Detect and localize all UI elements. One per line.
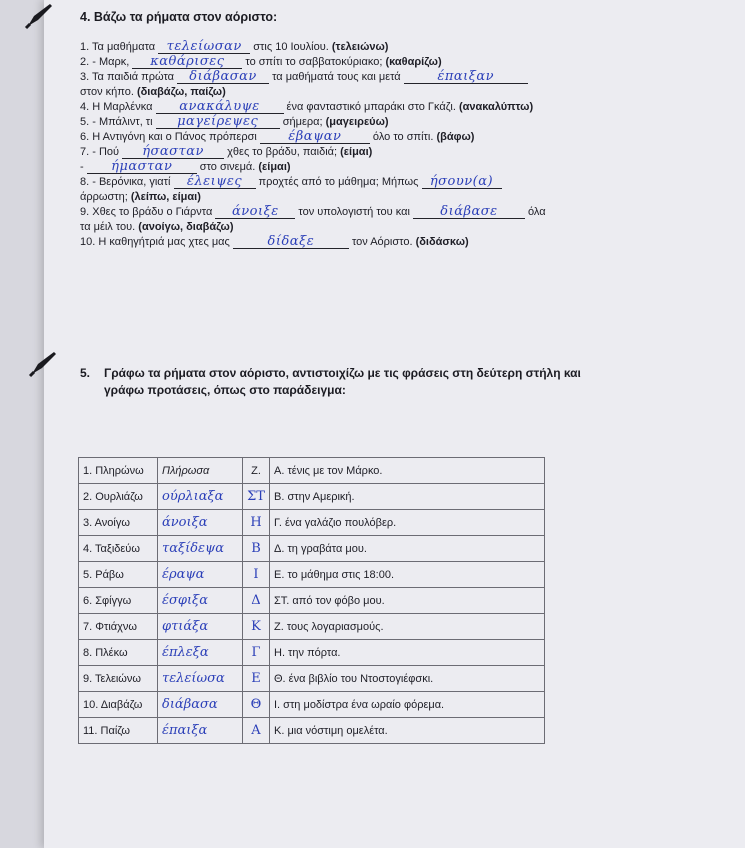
aorist-cell[interactable]: ταξίδεψα [158, 536, 243, 562]
aorist-cell[interactable]: άνοιξα [158, 510, 243, 536]
phrase-cell: Δ. τη γραβάτα μου. [270, 536, 545, 562]
aorist-cell[interactable]: διάβασα [158, 692, 243, 718]
verb-cell: 3. Ανοίγω [79, 510, 158, 536]
answer-blank[interactable]: ήμασταν [87, 161, 197, 174]
letter-cell[interactable]: ΣΤ [243, 484, 270, 510]
answer-blank[interactable]: δίδαξε [233, 236, 349, 249]
phrase-cell: Γ. ένα γαλάζιο πουλόβερ. [270, 510, 545, 536]
answer-blank[interactable]: καθάρισες [132, 56, 242, 69]
verb-cell: 10. Διαβάζω [79, 692, 158, 718]
verb-cell: 7. Φτιάχνω [79, 614, 158, 640]
letter-cell[interactable]: Α [243, 718, 270, 744]
answer-blank[interactable]: διάβασαν [177, 71, 269, 84]
phrase-cell: Θ. ένα βιβλίο του Ντοστογιέφσκι. [270, 666, 545, 692]
verb-cell: 1. Πληρώνω [79, 458, 158, 484]
exercise-line: - ήμασταν στο σινεμά. (είμαι) [80, 159, 291, 174]
exercise-line: 8. - Βερόνικα, γιατί έλειψες προχτές από το μάθημα; Μήπως ήσουν(α) [80, 175, 680, 190]
verb-cell: 8. Πλέκω [79, 640, 158, 666]
pen-icon [28, 350, 58, 378]
aorist-cell[interactable]: φτιάξα [158, 614, 243, 640]
aorist-cell: Πλήρωσα [158, 458, 243, 484]
pen-icon [24, 2, 54, 30]
exercise-4-title: 4. Βάζω τα ρήματα στον αόριστο: [80, 10, 278, 24]
table-row [79, 536, 545, 562]
exercise-line: 10. Η καθηγήτριά μας χτες μας δίδαξε τον Αόριστο. (διδάσκω) [80, 234, 469, 249]
phrase-cell: Η. την πόρτα. [270, 640, 545, 666]
answer-blank[interactable]: έπαιξαν [404, 71, 528, 84]
phrase-cell: Β. στην Αμερική. [270, 484, 545, 510]
table-row [79, 718, 545, 744]
exercise-5-instructions [80, 365, 700, 399]
exercise-line: τα μέιλ του. (ανοίγω, διαβάζω) [80, 221, 234, 233]
verb-cell: 2. Ουρλιάζω [79, 484, 158, 510]
exercise-line: 3. Τα παιδιά πρώτα διάβασαν τα μαθήματά τους και μετά έπαιξαν [80, 70, 680, 85]
phrase-cell: Ι. στη μοδίστρα ένα ωραίο φόρεμα. [270, 692, 545, 718]
matching-table [78, 457, 545, 744]
letter-cell[interactable]: Δ [243, 588, 270, 614]
exercise-line: 7. - Πού ήσασταν χθες το βράδυ, παιδιά; (είμαι) [80, 144, 373, 159]
verb-cell: 5. Ράβω [79, 562, 158, 588]
exercise-5-line-2: γράφω προτάσεις, όπως στο παράδειγμα: [104, 383, 346, 397]
aorist-cell[interactable]: τελείωσα [158, 666, 243, 692]
letter-cell[interactable]: Θ [243, 692, 270, 718]
aorist-cell[interactable]: έπαιξα [158, 718, 243, 744]
letter-cell[interactable]: Γ [243, 640, 270, 666]
table-row [79, 510, 545, 536]
verb-cell: 6. Σφίγγω [79, 588, 158, 614]
aorist-cell[interactable]: έραψα [158, 562, 243, 588]
phrase-cell: Κ. μια νόστιμη ομελέτα. [270, 718, 545, 744]
letter-cell[interactable]: Β [243, 536, 270, 562]
table-row [79, 692, 545, 718]
table-row [79, 588, 545, 614]
phrase-cell: ΣΤ. από τον φόβο μου. [270, 588, 545, 614]
letter-cell[interactable]: Κ [243, 614, 270, 640]
exercise-line: 5. - Μπάλιντ, τι μαγείρεψες σήμερα; (μαγειρεύω) [80, 114, 389, 129]
verb-cell: 9. Τελειώνω [79, 666, 158, 692]
answer-blank[interactable]: ήσουν(α) [422, 176, 502, 189]
exercise-line: άρρωστη; (λείπω, είμαι) [80, 191, 201, 203]
answer-blank[interactable]: άνοιξε [215, 206, 295, 219]
letter-cell[interactable]: Ε [243, 666, 270, 692]
phrase-cell: Ε. το μάθημα στις 18:00. [270, 562, 545, 588]
exercise-line: 2. - Μαρκ, καθάρισες το σπίτι το σαββατοκύριακο; (καθαρίζω) [80, 54, 442, 69]
letter-cell: Ζ. [243, 458, 270, 484]
exercise-line: 9. Χθες το βράδυ ο Γιάρντα άνοιξε τον υπολογιστή του και διάβασε όλα [80, 204, 546, 219]
table-row [79, 458, 545, 484]
aorist-cell[interactable]: ούρλιαξα [158, 484, 243, 510]
exercise-5-line-1: Γράφω τα ρήματα στον αόριστο, αντιστοιχίζω με τις φράσεις στη δεύτερη στήλη και [104, 366, 581, 380]
aorist-cell[interactable]: έσφιξα [158, 588, 243, 614]
verb-cell: 11. Παίζω [79, 718, 158, 744]
table-row [79, 562, 545, 588]
answer-blank[interactable]: μαγείρεψες [156, 116, 280, 129]
table-row [79, 640, 545, 666]
table-row [79, 666, 545, 692]
answer-blank[interactable]: ανακάλυψε [156, 101, 284, 114]
table-row [79, 614, 545, 640]
exercise-line: 1. Τα μαθήματα τελείωσαν στις 10 Ιουλίου. (τελειώνω) [80, 39, 389, 54]
table-row [79, 484, 545, 510]
aorist-cell[interactable]: έπλεξα [158, 640, 243, 666]
phrase-cell: Ζ. τους λογαριασμούς. [270, 614, 545, 640]
answer-blank[interactable]: τελείωσαν [158, 41, 250, 54]
phrase-cell: Α. τένις με τον Μάρκο. [270, 458, 545, 484]
exercise-line: στον κήπο. (διαβάζω, παίζω) [80, 86, 226, 98]
answer-blank[interactable]: ήσασταν [122, 146, 224, 159]
exercise-4-lines [80, 40, 680, 250]
verb-cell: 4. Ταξιδεύω [79, 536, 158, 562]
answer-blank[interactable]: έλειψες [174, 176, 256, 189]
exercise-line: 6. Η Αντιγόνη και ο Πάνος πρόπερσι έβαψαν όλο το σπίτι. (βάφω) [80, 129, 475, 144]
answer-blank[interactable]: έβαψαν [260, 131, 370, 144]
letter-cell[interactable]: Ι [243, 562, 270, 588]
letter-cell[interactable]: Η [243, 510, 270, 536]
exercise-line: 4. Η Μαρλένκα ανακάλυψε ένα φανταστικό μπαράκι στο Γκάζι. (ανακαλύπτω) [80, 99, 534, 114]
answer-blank[interactable]: διάβασε [413, 206, 525, 219]
exercise-5-number: 5. [80, 366, 91, 380]
